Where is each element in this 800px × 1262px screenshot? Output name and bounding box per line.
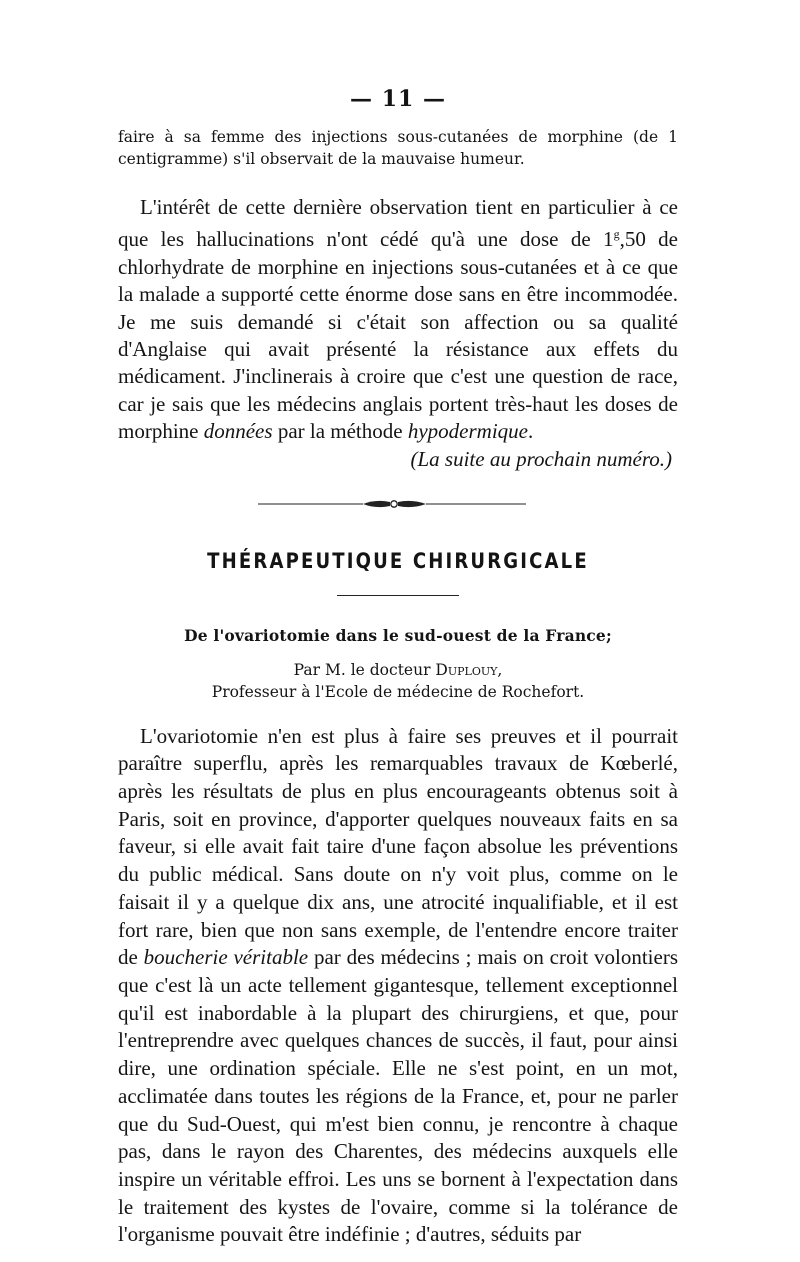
para2-em-boucherie: boucherie véritable (143, 945, 309, 970)
author-line (118, 659, 678, 681)
ornamental-divider (118, 489, 678, 519)
para1-text-d: . (527, 419, 534, 444)
para2-text-a: L'ovariotomie n'en est plus à faire ses preuves et il pourrait paraître superflu, après les remarquables travaux de Kœberlé, après les résultats de plus en plus encourageants obtenus soit à Paris, soit en province, d'apporter quelques nouveaux faits en sa faveur, si elle avait fait taire d'une façon absolue les préventions du public médical. Sans doute on n'y voit plus, comme on le faisait il y a quelque dix ans, une atrocité inqualifiable, et il est fort rare, bien que non sans exemple, de l'entendre encore traiter de (118, 723, 678, 970)
page-number: — 11 — (350, 86, 446, 112)
observation-paragraph (118, 194, 678, 446)
para1-em-donnees: données (203, 419, 273, 444)
article-paragraph (118, 723, 678, 1249)
para1-text-b: ,50 de chlorhydrate de morphine en injections sous-cutanées et à ce que la malade a supporté cette énorme dose sans en être incommodée. Je me suis demandé si c'était son affection ou sa qualité d'Anglaise qui avait présenté la résistance aux effets du médicament. J'inclinerais à croire que c'est une question de race, car je sais que les médecins anglais portent très-haut les doses de morphine (118, 227, 678, 444)
section-title: THÉRAPEUTIQUE CHIRURGICALE (207, 548, 589, 573)
para1-text-c: par la méthode (272, 419, 408, 444)
author-affiliation: Professeur à l'Ecole de médecine de Rochefort. (211, 682, 585, 701)
to-be-continued: (La suite au prochain numéro.) (410, 446, 672, 471)
para2-text-b: par des médecins ; mais on croit volontiers que c'est là un acte tellement gigantesque, tellement exceptionnel qu'il est inabordable à la plupart des chirurgiens, et que, pour l'entreprendre avec quelques chances de succès, il faut, pour ainsi dire, une ordination spéciale. Elle ne s'est point, en un mot, acclimatée dans toutes les régions de la France, et, pour ne parler que du Sud-Ouest, qui m'est bien connu, je rencontre à chaque pas, dans le rayon des Charentes, des médecins auxquels elle inspire un véritable effroi. Les uns se bornent à l'expectation dans le traitement des kystes de l'ovaire, comme si la tolérance de l'organisme pouvait être indéfinie ; d'autres, séduits par (118, 945, 678, 1247)
byline (118, 659, 678, 703)
para1-sup: g (613, 227, 620, 242)
continuation-text: faire à sa femme des injections sous-cutanées de morphine (de 1 centigramme) s'il observait de la mauvaise humeur. (118, 128, 678, 168)
author-name: Duplouy, (435, 660, 503, 679)
ornament-rule-icon (258, 495, 528, 513)
para1-text-a: L'intérêt de cette dernière observation tient en particulier à ce que les hallucinations n'ont cédé qu'à une dose de 1 (118, 195, 678, 252)
section-rule (337, 595, 459, 596)
article-title: De l'ovariotomie dans le sud-ouest de la France; (184, 625, 612, 645)
para1-em-hypodermique: hypodermique (407, 419, 528, 444)
byline-prefix: Par M. le docteur (293, 660, 436, 679)
document-page (118, 86, 678, 1249)
